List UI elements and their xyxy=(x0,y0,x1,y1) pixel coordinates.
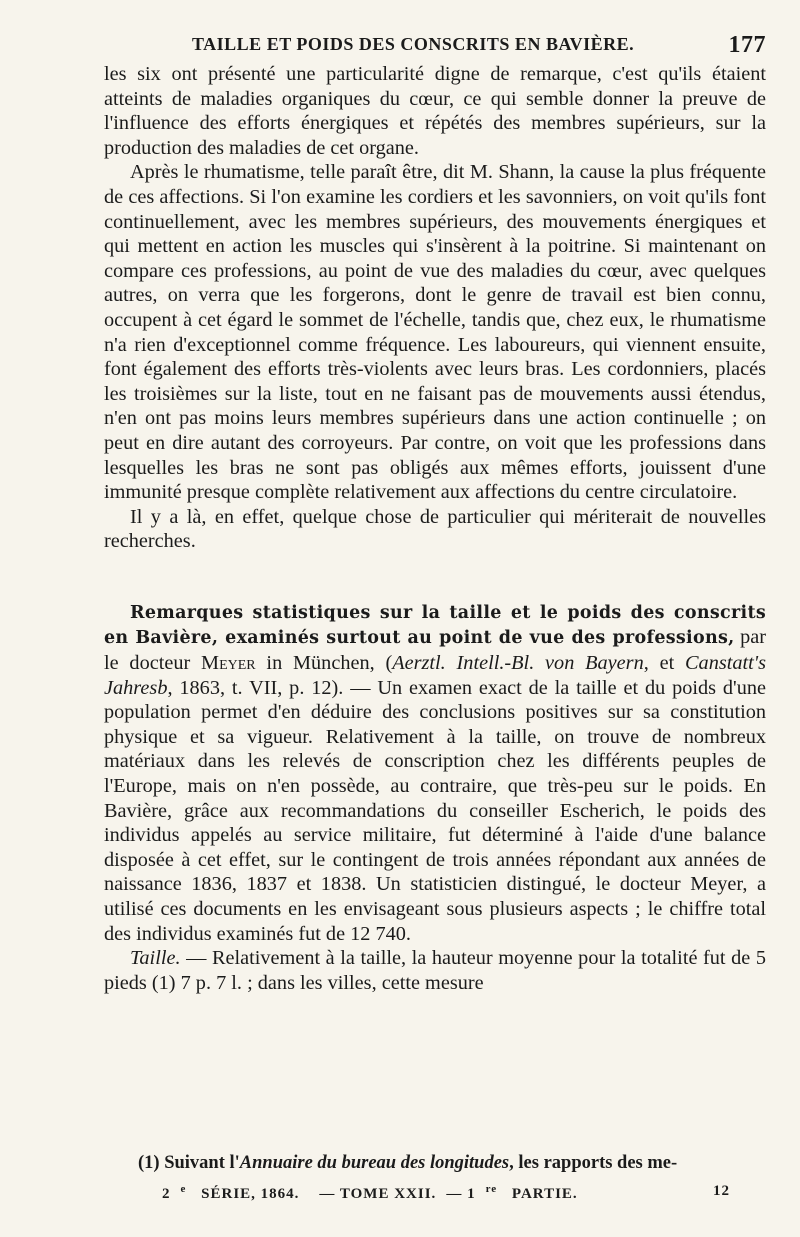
series-superscript: e xyxy=(180,1183,187,1195)
paragraph-2: Après le rhumatisme, telle paraît être, dit M. Shann, la cause la plus fréquente de ces affections. Si l'on examine les cordiers et les savonniers, on voit qu'ils font continuellement, avec les membres supérieurs, des mouvements énergiques et qui mettent en action les muscles qui s'insèrent à la poitrine. Si maintenant on compare ces professions, au point de vue des maladies du cœur, avec quelques autres, on verra que les forgerons, dont le genre de travail est bien connu, occupent à cet égard le sommet de l'échelle, tandis que, chez eux, le rhumatisme n'a rien d'exceptionnel comme fréquence. Les laboureurs, qui viennent ensuite, font également des efforts très-violents avec leurs bras. Les cordonniers, placés les troisièmes sur la liste, tout en ne faisant pas de mouvements aussi étendus, n'en ont pas moins leurs membres supérieurs dans une action continuelle ; on peut en dire autant des corroyeurs. Par contre, on voit que les professions dans lesquelles les bras ne sont pas obligés aux mêmes efforts, jouissent d'une immunité presque complète relativement aux affections du centre circulatoire. xyxy=(104,161,766,504)
sheet-number: 12 xyxy=(713,1183,730,1199)
part-prefix: — 1 xyxy=(446,1186,476,1202)
journal-1: Aerztl. Intell.-Bl. von Bayern xyxy=(392,652,644,675)
paragraph-1: les six ont présenté une particularité digne de remarque, c'est qu'ils étaient atteints de maladies organiques du cœur, ce qui semble donner la preuve de l'influence des efforts énergiques et répétés des membres supérieurs, sur la production des maladies de cet organe. xyxy=(104,63,766,159)
part-text: PARTIE. xyxy=(507,1186,578,1202)
body-text xyxy=(104,62,766,995)
tome-label: — TOME XXII. xyxy=(319,1186,437,1202)
series-number: 2 xyxy=(162,1186,171,1202)
section-gap xyxy=(104,554,766,600)
section-source-pre: in München, ( xyxy=(255,652,393,675)
paragraph-3: Il y a là, en effet, quelque chose de particulier qui mériterait de nouvelles recherches. xyxy=(104,505,766,553)
section-title: Remarques statistiques sur la taille et le poids des conscrits en Bavière, examinés surtout au point de vue des professions, xyxy=(104,602,766,649)
part-superscript: re xyxy=(485,1183,498,1195)
footnote-text-post: , les rapports des me- xyxy=(509,1153,678,1173)
section-paragraph xyxy=(104,600,766,946)
page-number: 177 xyxy=(728,32,766,58)
signature-left xyxy=(162,1183,598,1203)
footnote-text-pre: Suivant l' xyxy=(159,1153,240,1173)
taille-text: — Relativement à la taille, la hauteur moyenne pour la totalité fut de 5 pieds (1) 7 p. 7 l. ; dans les villes, cette mesure xyxy=(104,947,766,994)
series-label xyxy=(162,1183,309,1202)
running-title: TAILLE ET POIDS DES CONSCRITS EN BAVIÈRE. xyxy=(192,34,635,54)
taille-label: Taille. xyxy=(130,947,181,970)
footnote-marker: (1) xyxy=(138,1153,160,1173)
running-head xyxy=(104,32,766,62)
section-source-post: , 1863, t. VII, p. 12). — Un examen exact de la taille et du poids d'une population permet d'en déduire des conclusions positives sur sa constitution physique et sa vigueur. Relativement à la taille, on trouve de nombreux matériaux dans les relevés de conscription chez les différents peuples de l'Europe, mais on n'en possède, au contraire, que très-peu sur le poids. En Bavière, grâce aux recommandations du conseiller Escherich, le poids des individus appelés au service militaire, fut déterminé à l'aide d'une balance disposée à cet effet, sur le contingent de trois années répondant aux années de naissance 1836, 1837 et 1838. Un statisticien distingué, le docteur Meyer, a utilisé ces documents en les envisageant sous plusieurs aspects ; le chiffre total des individus examinés fut de 12 740. xyxy=(104,676,766,945)
section-intro: par le docteur xyxy=(104,626,766,675)
part-label xyxy=(446,1183,587,1202)
printer-signature xyxy=(162,1183,730,1203)
author-name: Meyer xyxy=(201,652,256,675)
series-text: SÉRIE, 1864. xyxy=(196,1186,300,1202)
journal-2: Canstatt's Jahresb xyxy=(104,652,767,699)
section-source-mid: , et xyxy=(643,652,686,675)
footnote-work: Annuaire du bureau des longitudes xyxy=(239,1153,510,1173)
taille-paragraph xyxy=(104,946,766,995)
footnote xyxy=(138,1152,766,1174)
